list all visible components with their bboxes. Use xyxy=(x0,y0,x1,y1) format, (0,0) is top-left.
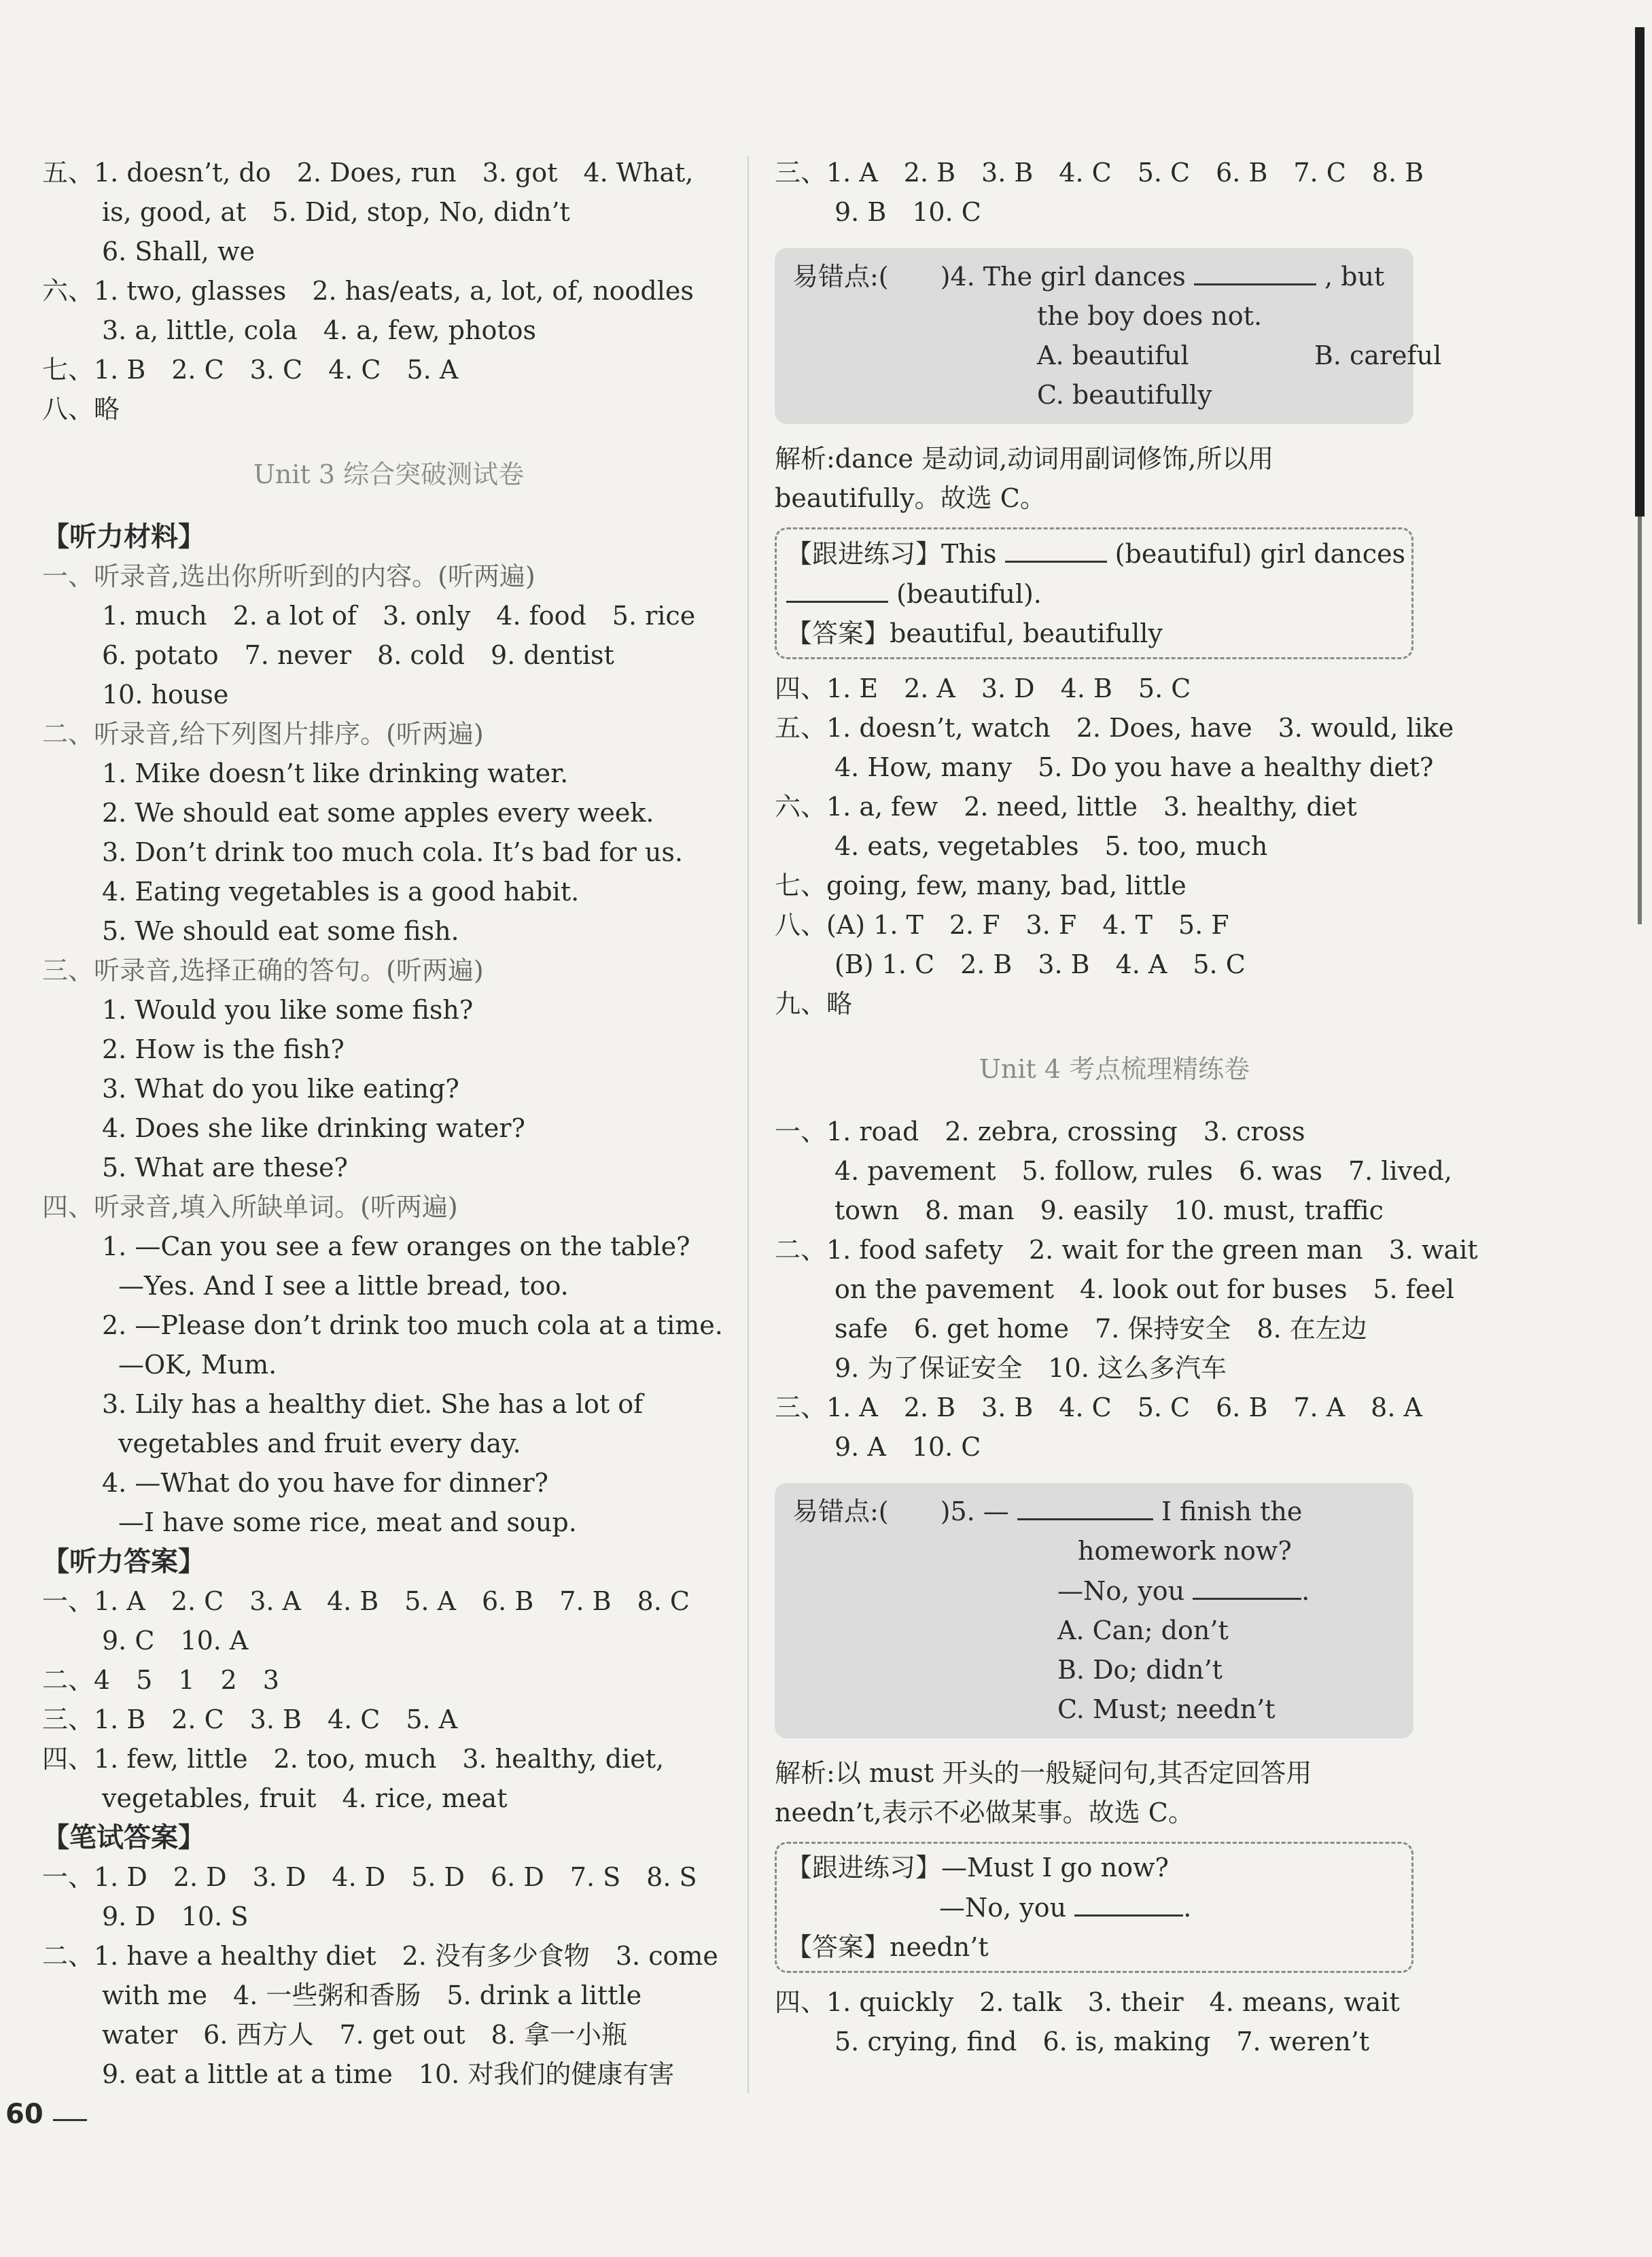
follow-answer: 【答案】beautiful, beautifully xyxy=(786,618,1163,648)
error-line: the boy does not. xyxy=(1037,301,1263,331)
answer-line: 4. pavement 5. follow, rules 6. was 7. lived, xyxy=(834,1156,1452,1186)
follow-text: 【跟进练习】—Must I go now? xyxy=(786,1853,1169,1883)
answer-line: 六、1. two, glasses 2. has/eats, a, lot, of, noodles xyxy=(42,276,694,306)
answer-line: —Yes. And I see a little bread, too. xyxy=(118,1271,569,1301)
answer-line: 3. Lily has a healthy diet. She has a lot of xyxy=(102,1389,644,1419)
blank xyxy=(1017,1491,1153,1520)
analysis-line: needn’t,表示不必做某事。故选 C。 xyxy=(775,1798,1194,1827)
unit3-title: Unit 3 综合突破测试卷 xyxy=(253,459,525,489)
answer-line: —I have some rice, meat and soup. xyxy=(118,1507,577,1537)
option-b: B. careful xyxy=(1314,340,1442,370)
option-b: B. Do; didn’t xyxy=(1057,1655,1223,1685)
option-a: A. Can; don’t xyxy=(1057,1615,1229,1645)
follow-answer: 【答案】needn’t xyxy=(786,1932,989,1962)
answer-line: 9. A 10. C xyxy=(834,1432,981,1462)
blank xyxy=(786,574,888,603)
answer-line: 八、(A) 1. T 2. F 3. F 4. T 5. F xyxy=(775,910,1229,940)
answer-line: town 8. man 9. easily 10. must, traffic xyxy=(834,1195,1384,1225)
answer-line: 3. a, little, cola 4. a, few, photos xyxy=(102,315,536,345)
follow-up-practice-box-1 xyxy=(775,527,1413,659)
answer-line: 二、1. food safety 2. wait for the green man 3. wait xyxy=(775,1235,1478,1265)
error-prone-box-1 xyxy=(775,248,1442,424)
follow-label: 【跟进练习】This xyxy=(786,539,997,569)
answer-line: 10. house xyxy=(102,680,229,710)
blank xyxy=(1005,533,1107,563)
error-label: 易错点:( )5. — xyxy=(792,1497,1009,1526)
answer-line: 二、1. have a healthy diet 2. 没有多少食物 3. come xyxy=(42,1941,718,1971)
analysis-line: 解析:dance 是动词,动词用副词修饰,所以用 xyxy=(775,444,1274,474)
answer-line: 七、going, few, many, bad, little xyxy=(775,871,1187,900)
answer-line: 四、1. E 2. A 3. D 4. B 5. C xyxy=(775,673,1191,703)
page-number-rule xyxy=(53,2119,87,2121)
answer-line: 9. eat a little at a time 10. 对我们的健康有害 xyxy=(102,2059,675,2089)
answer-line: 1. much 2. a lot of 3. only 4. food 5. rice xyxy=(102,601,696,631)
answer-line: 9. C 10. A xyxy=(102,1626,249,1656)
answer-line: 4. Eating vegetables is a good habit. xyxy=(102,877,580,907)
section-title: 二、听录音,给下列图片排序。(听两遍) xyxy=(42,719,484,749)
listening-answer-heading: 【听力答案】 xyxy=(42,1545,205,1577)
answer-line: —OK, Mum. xyxy=(118,1350,277,1380)
error-label: 易错点:( )4. The girl dances xyxy=(792,262,1186,292)
answer-line: 1. Mike doesn’t like drinking water. xyxy=(102,758,569,788)
answer-line: is, good, at 5. Did, stop, No, didn’t xyxy=(102,197,570,227)
answer-line: 一、1. A 2. C 3. A 4. B 5. A 6. B 7. B 8. C xyxy=(42,1586,690,1616)
answer-line: 六、1. a, few 2. need, little 3. healthy, diet xyxy=(775,792,1357,822)
answer-line: safe 6. get home 7. 保持安全 8. 在左边 xyxy=(834,1314,1367,1344)
answer-line: 二、4 5 1 2 3 xyxy=(42,1665,279,1695)
answer-line: 2. We should eat some apples every week. xyxy=(102,798,654,828)
follow-text: (beautiful) girl dances xyxy=(1114,539,1406,569)
answer-line: 3. What do you like eating? xyxy=(102,1074,459,1104)
error-line: homework now? xyxy=(1078,1536,1292,1566)
answer-line: 4. eats, vegetables 5. too, much xyxy=(834,831,1268,861)
answer-line: 6. Shall, we xyxy=(102,237,255,266)
answer-line: 4. Does she like drinking water? xyxy=(102,1113,525,1143)
page-edge-shadow-lower xyxy=(1638,517,1642,924)
answer-line: 1. —Can you see a few oranges on the table? xyxy=(102,1231,690,1261)
unit4-title: Unit 4 考点梳理精练卷 xyxy=(979,1054,1250,1084)
follow-up-practice-box-2: 【跟进练习】—Must I go now? —No, you . 【答案】needn’t xyxy=(775,1842,1413,1973)
answer-line: 三、1. B 2. C 3. B 4. C 5. A xyxy=(42,1704,458,1734)
answer-line: 9. 为了保证安全 10. 这么多汽车 xyxy=(834,1353,1227,1383)
answer-line: on the pavement 4. look out for buses 5. feel xyxy=(834,1274,1455,1304)
analysis-line: 解析:以 must 开头的一般疑问句,其否定回答用 xyxy=(775,1758,1312,1788)
answer-line: 五、1. doesn’t, watch 2. Does, have 3. would, like xyxy=(775,713,1454,743)
listening-material-heading: 【听力材料】 xyxy=(42,521,205,553)
error-line: —No, you xyxy=(1057,1576,1185,1606)
answer-line: vegetables, fruit 4. rice, meat xyxy=(102,1783,508,1813)
section-title: 一、听录音,选出你所听到的内容。(听两遍) xyxy=(42,561,535,591)
answer-line: 5. crying, find 6. is, making 7. weren’t xyxy=(834,2027,1370,2057)
answer-line: 4. —What do you have for dinner? xyxy=(102,1468,548,1498)
answer-line: 八、略 xyxy=(42,394,120,424)
answer-line: 4. How, many 5. Do you have a healthy diet? xyxy=(834,752,1434,782)
answer-line: 3. Don’t drink too much cola. It’s bad for us. xyxy=(102,837,683,867)
blank xyxy=(1193,1571,1301,1600)
answer-line: 三、1. A 2. B 3. B 4. C 5. C 6. B 7. A 8. A xyxy=(775,1393,1422,1422)
option-a: A. beautiful xyxy=(1037,340,1189,370)
section-title: 三、听录音,选择正确的答句。(听两遍) xyxy=(42,956,484,985)
analysis-line: beautifully。故选 C。 xyxy=(775,483,1046,513)
answer-line: 5. What are these? xyxy=(102,1153,348,1183)
answer-line: 9. D 10. S xyxy=(102,1902,249,1931)
follow-text: —No, you xyxy=(939,1893,1067,1923)
answer-line: 2. —Please don’t drink too much cola at a time. xyxy=(102,1310,723,1340)
page-edge-shadow xyxy=(1635,27,1645,517)
answer-line: 5. We should eat some fish. xyxy=(102,916,459,946)
answer-line: 一、1. D 2. D 3. D 4. D 5. D 6. D 7. S 8. S xyxy=(42,1862,697,1892)
follow-text: (beautiful). xyxy=(896,579,1042,609)
right-column xyxy=(775,153,1478,2061)
answer-line: 6. potato 7. never 8. cold 9. dentist xyxy=(102,640,614,670)
answer-line: 五、1. doesn’t, do 2. Does, run 3. got 4. What, xyxy=(42,158,694,188)
option-c: C. Must; needn’t xyxy=(1057,1694,1276,1724)
option-c: C. beautifully xyxy=(1037,380,1212,410)
written-answer-heading: 【笔试答案】 xyxy=(42,1821,205,1853)
answer-line: 一、1. road 2. zebra, crossing 3. cross xyxy=(775,1117,1305,1147)
answer-line: 三、1. A 2. B 3. B 4. C 5. C 6. B 7. C 8. B xyxy=(775,158,1424,188)
error-tail: I finish the xyxy=(1161,1497,1303,1526)
answer-line: 2. How is the fish? xyxy=(102,1034,345,1064)
blank xyxy=(1194,256,1316,285)
error-tail: , but xyxy=(1324,262,1385,292)
section-title: 四、听录音,填入所缺单词。(听两遍) xyxy=(42,1192,458,1222)
answer-line: 九、略 xyxy=(775,989,853,1019)
answer-line: (B) 1. C 2. B 3. B 4. A 5. C xyxy=(834,949,1246,979)
answer-line: 四、1. quickly 2. talk 3. their 4. means, wait xyxy=(775,1987,1400,2017)
answer-line: 1. Would you like some fish? xyxy=(102,995,474,1025)
answer-line: 四、1. few, little 2. too, much 3. healthy, diet, xyxy=(42,1744,665,1774)
answer-line: 9. B 10. C xyxy=(834,197,981,227)
answer-line: water 6. 西方人 7. get out 8. 拿一小瓶 xyxy=(102,2020,627,2050)
answer-line: vegetables and fruit every day. xyxy=(118,1429,521,1458)
answer-line: with me 4. 一些粥和香肠 5. drink a little xyxy=(102,1980,642,2010)
left-column xyxy=(42,153,735,2094)
blank xyxy=(1074,1887,1183,1917)
column-divider xyxy=(748,156,749,2093)
answer-line: 七、1. B 2. C 3. C 4. C 5. A xyxy=(42,355,459,385)
page-number: 60 xyxy=(5,2099,43,2130)
error-prone-box-2: 易错点:( )5. — I finish the homework now? —No, you . A. Can; don’t B. Do; didn’t C. Must; needn’t xyxy=(775,1483,1413,1738)
